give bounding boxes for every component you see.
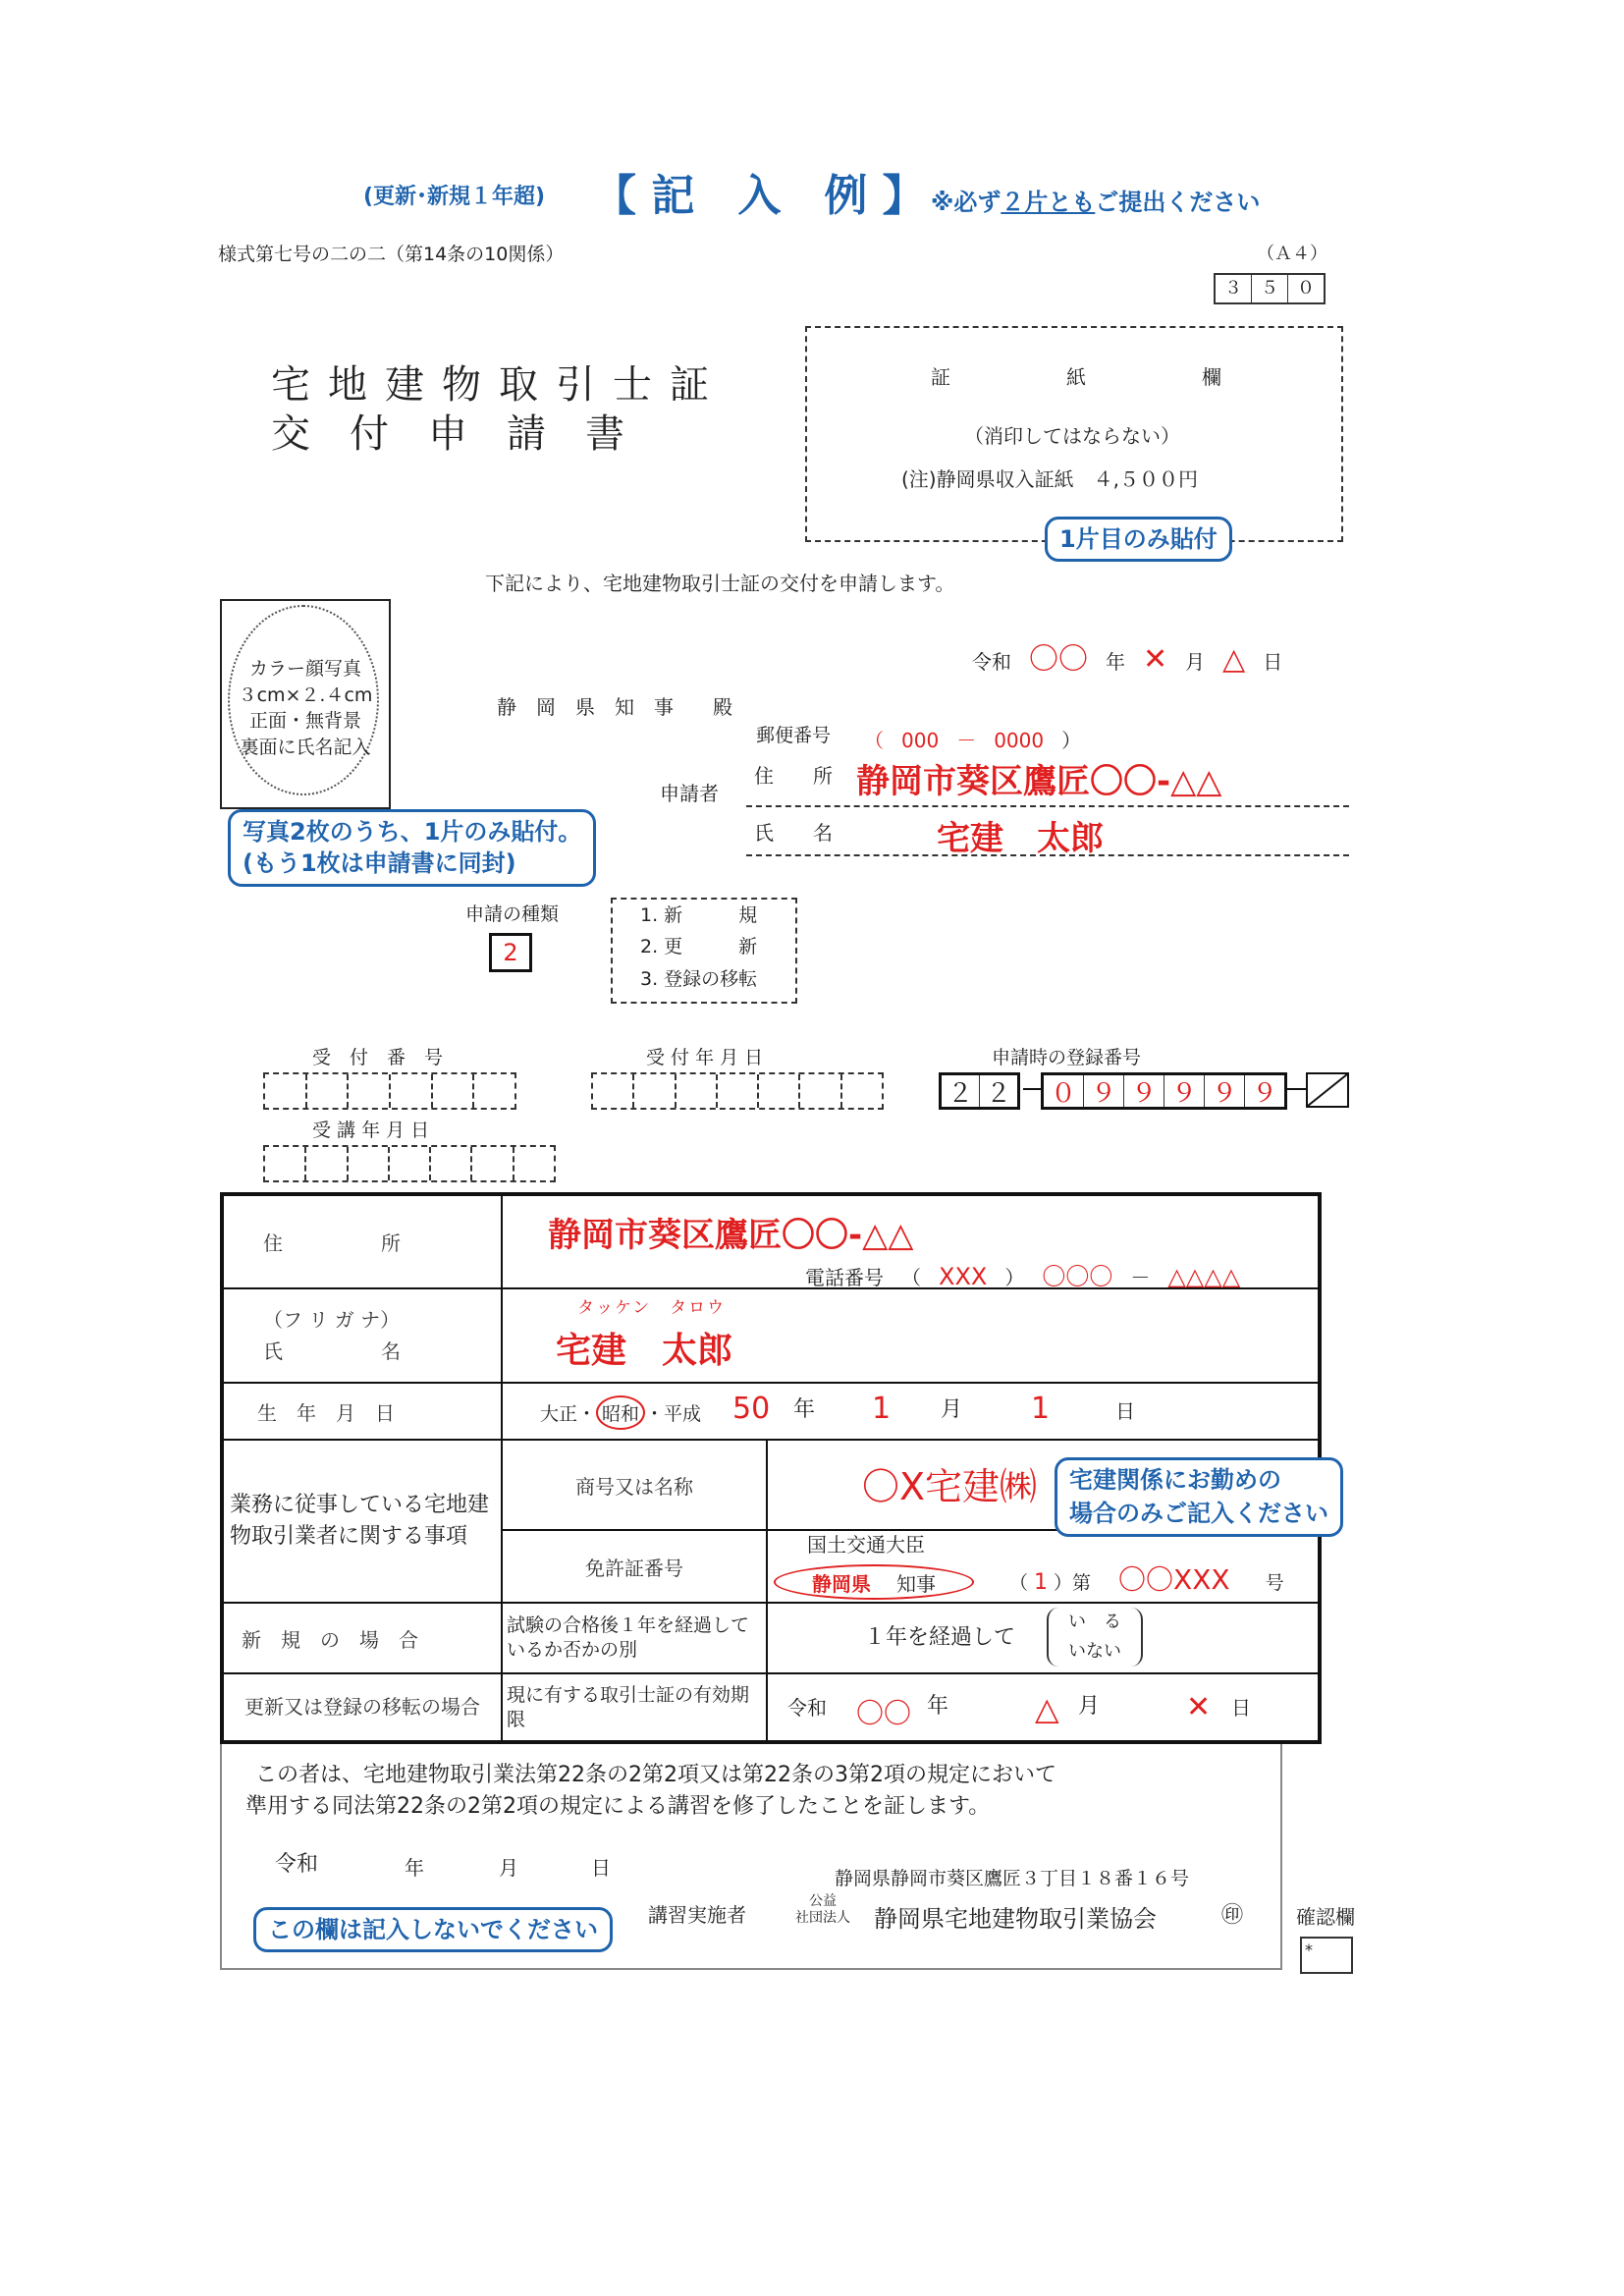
form-code: 様式第七号の二の二（第14条の10関係） [218, 244, 565, 265]
stamp-fee: (注)静岡県収入証紙 ４,５００円 [901, 467, 1198, 491]
emp-label: 業務に従事している宅地建物取引業者に関する事項 [222, 1440, 502, 1603]
paper-size: （Ａ４） [1257, 244, 1327, 264]
valid-year: 〇〇 [856, 1697, 912, 1729]
valid-day: ✕ [1186, 1690, 1212, 1724]
exam-answer: １年を経過して [864, 1625, 1016, 1650]
confirm-box: * [1300, 1937, 1353, 1974]
phone-number: 電話番号 （ XXX ） 〇〇〇 － △△△△ [805, 1263, 1241, 1290]
row-name [222, 1288, 1320, 1383]
birth-era: 大正・ 昭和 ・平成 [540, 1395, 701, 1430]
birth-year: 50 [732, 1392, 771, 1426]
applicant-addr-label: 住 所 [754, 764, 833, 788]
cert-era: 令和 [275, 1852, 319, 1877]
reg-slash-box [1306, 1072, 1349, 1108]
valid-month: △ [1035, 1690, 1059, 1727]
license-cell [767, 1530, 1320, 1603]
reg-dash [1023, 1088, 1041, 1090]
applicant-label: 申請者 [660, 782, 719, 805]
cert-callout: この欄は記入しないでください [253, 1907, 613, 1952]
name-line [746, 854, 1349, 856]
reg-suffix-dash [1286, 1088, 1306, 1090]
stamp-col3: 欄 [1202, 365, 1221, 389]
course-date-label: 受 講 年 月 日 [312, 1120, 430, 1141]
applicant-name-label: 氏 名 [754, 821, 833, 845]
applicant-name: 宅建 太郎 [937, 819, 1104, 858]
course-date-cells [263, 1145, 556, 1182]
name-value: 宅建 太郎 [556, 1331, 733, 1371]
address-line [746, 805, 1349, 807]
license-authority: 国土交通大臣 [807, 1533, 925, 1557]
receipt-no-label: 受 付 番 号 [312, 1047, 444, 1068]
row-new [222, 1603, 1320, 1673]
receipt-date-cells [591, 1072, 884, 1110]
addr-cell [502, 1194, 1320, 1288]
intro-text: 下記により、宅地建物取引士証の交付を申請します。 [485, 572, 955, 595]
row-renew [222, 1673, 1320, 1742]
row-address [222, 1194, 1320, 1288]
cert-address: 静岡県静岡市葵区鷹匠３丁目１８番１６号 [835, 1868, 1190, 1889]
reg-number-cells: ０ ９ ９ ９ ９ ９ [1041, 1072, 1287, 1110]
addressee: 静 岡 県 知 事 殿 [497, 695, 732, 719]
name-label-cell: （フ リ ガ ナ） 氏 名 [222, 1288, 502, 1383]
postal-code: （ 000 － 0000 ） [864, 729, 1082, 752]
header-note: ※必ず２片ともご提出ください [931, 189, 1261, 216]
stamp-col2: 紙 [1066, 365, 1086, 389]
company-callout: 宅建関係にお勤めの 場合のみご記入ください [1055, 1457, 1343, 1537]
renew-label: 更新又は登録の移転の場合 [222, 1673, 502, 1742]
row-birth [222, 1383, 1320, 1440]
reg-no-label: 申請時の登録番号 [992, 1047, 1142, 1068]
cert-text: この者は、宅地建物取引業法第22条の2第2項又は第22条の3第2項の規定において 準用する同法第22条の2第2項の規定による講習を修了したことを証します。 [245, 1763, 1056, 1819]
stamp-col1: 証 [931, 365, 950, 389]
app-type-options: 1. 新 規 2. 更 新 3. 登録の移転 [611, 898, 797, 1004]
application-date: 令和 〇〇 年 ✕ 月 △ 日 [972, 642, 1283, 677]
reg-prefecture-cells: ２ ２ [939, 1072, 1020, 1110]
receipt-date-label: 受 付 年 月 日 [646, 1047, 764, 1068]
birth-day: 1 [1031, 1392, 1051, 1426]
app-type-value[interactable]: 2 [489, 933, 532, 972]
company-value: 〇X宅建㈱ [862, 1465, 1038, 1508]
certification-area: この者は、宅地建物取引業法第22条の2第2項又は第22条の3第2項の規定において 準用する同法第22条の2第2項の規定による講習を修了したことを証します。 令和 年 月 日 静岡県静岡市葵区鷹匠３丁目１８番１６号 講習実施者 公益 社団法人 静岡県宅地建物取引業協会 ㊞ [220, 1744, 1282, 1970]
license-label: 免許証番号 [502, 1530, 767, 1603]
addr-value: 静岡市葵区鷹匠〇〇-△△ [548, 1216, 914, 1255]
applicant-address: 静岡市葵区鷹匠〇〇-△△ [856, 762, 1222, 801]
code-box: ３ ５ ０ [1214, 273, 1326, 304]
postal-label: 郵便番号 [756, 725, 832, 746]
birth-cell: 大正・ 昭和 ・平成 50 年 1 月 1 日 [502, 1383, 1320, 1440]
license-number: （ 1 ）第 〇〇XXX 号 [1009, 1563, 1284, 1596]
seal-mark: ㊞ [1221, 1903, 1244, 1928]
valid-label: 現に有する取引士証の有効期限 [502, 1673, 767, 1742]
page-header [363, 180, 545, 210]
cert-impl-label: 講習実施者 [648, 1903, 746, 1927]
exam-answer-cell [767, 1603, 1320, 1673]
birth-label: 生 年 月 日 [222, 1383, 502, 1440]
cert-corp-type: 公益 社団法人 [795, 1893, 850, 1926]
new-case-label: 新 規 の 場 合 [222, 1603, 502, 1673]
cert-org: 静岡県宅地建物取引業協会 [874, 1905, 1157, 1933]
license-pref-circle: 静岡県 知事 [774, 1564, 974, 1600]
stamp-callout: 1片目のみ貼付 [1045, 517, 1232, 562]
company-label: 商号又は名称 [502, 1440, 767, 1530]
name-kana: タッケン タロウ [577, 1298, 727, 1318]
doc-title-line2: 交 付 申 請 書 [271, 411, 624, 457]
exam-options: い る いない [1047, 1608, 1143, 1667]
era-circled: 昭和 [596, 1395, 645, 1430]
header-title: 【 記 入 例 】 [593, 171, 926, 221]
photo-callout: 写真2枚のうち、1片のみ貼付。 (もう1枚は申請書に同封) [228, 809, 596, 887]
exam-question: 試験の合格後１年を経過しているか否かの別 [502, 1603, 767, 1673]
stamp-note: （消印してはならない） [964, 424, 1180, 448]
photo-box [220, 599, 391, 809]
addr-label: 住 所 [222, 1194, 502, 1288]
header-prefix: (更新･新規１年超) [363, 185, 546, 209]
name-cell [502, 1288, 1320, 1383]
birth-month: 1 [872, 1392, 892, 1426]
photo-instructions: カラー顔写真 ３cm×２.４cm 正面・無背景 裏面に氏名記入 [238, 658, 373, 758]
confirm-label: 確認欄 [1296, 1905, 1355, 1929]
doc-title-line1: 宅地建物取引士証 [271, 362, 727, 408]
app-type-label: 申請の種類 [465, 903, 560, 925]
valid-cell: 令和 〇〇 年 △ 月 ✕ 日 [767, 1673, 1320, 1742]
stamp-box [805, 326, 1343, 542]
receipt-no-cells [263, 1072, 516, 1110]
